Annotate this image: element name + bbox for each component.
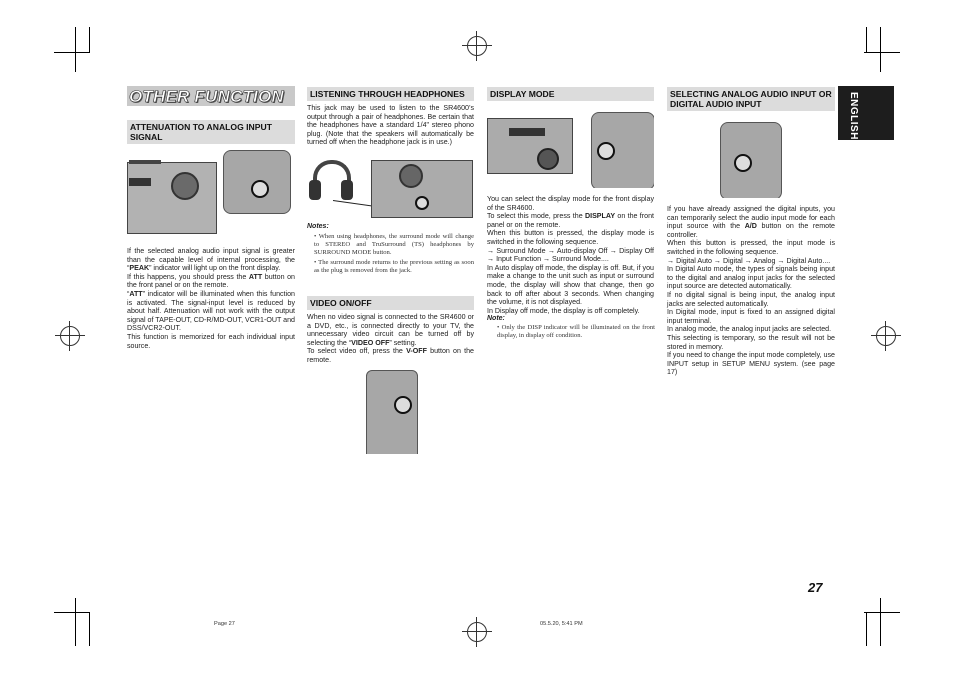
- registration-mark: [60, 326, 80, 346]
- page-number: 27: [808, 580, 823, 595]
- crop-mark: [880, 598, 881, 646]
- attenuation-text: If the selected analog audio input signal is greater than the capable level of internal processing, the “PEAK” indicator will light up on the front display. If this happens, you should press the ATT button on the front panel or on the remote. “ATT” indicator will be illuminated when this function is activated. The signal-input level is reduced by about half. Attenuation will not work with the output signal of TAPE-OUT, CD-R/MD-OUT, VCR1-OUT and DSS/VCR2-OUT. This function is memorized for each individual input source.: [127, 247, 295, 350]
- remote-control: [366, 370, 418, 454]
- volume-knob-icon: [399, 164, 423, 188]
- crop-mark: [864, 52, 900, 53]
- receiver-display: [509, 128, 545, 136]
- headphone-cup: [341, 180, 353, 200]
- crop-mark: [54, 612, 90, 613]
- footer-page-label: Page 27: [214, 621, 235, 627]
- crop-mark: [866, 612, 867, 646]
- remote-logo: [129, 160, 161, 164]
- notes-heading: Notes:: [307, 223, 329, 230]
- display-mode-text: You can select the display mode for the front display of the SR4600. To select this mode, press the DISPLAY on the front panel or on the remote. When this button is pressed, the display mode is switched in the following sequence. → Surround Mode → Auto-display Off → Display Off → Input Function → Surround Mode.... In Auto display off mode, the display is off. But, if you make a change to the unit such as input or surround mode, the display will show that change, then go back to off after about 3 seconds. When changing the volume, it is not displayed. In Display off mode, the display is off completely.: [487, 195, 654, 315]
- crop-mark: [89, 612, 90, 646]
- display-mode-note: • Only the DISP indicator will be illuminated on the front display, in display off condition.: [497, 324, 655, 339]
- section-heading-video: VIDEO ON/OFF: [307, 296, 474, 310]
- section-heading-analog-digital: SELECTING ANALOG AUDIO INPUT OR DIGITAL AUDIO INPUT: [667, 87, 835, 111]
- a-d-button-icon: [734, 154, 752, 172]
- display-mode-illustration: [487, 112, 654, 188]
- receiver-front-panel: [487, 118, 573, 174]
- receiver-front-panel: [127, 162, 217, 234]
- navigation-dial-icon: [537, 148, 559, 170]
- receiver-and-remote-illustration: [127, 150, 295, 240]
- volume-knob-icon: [171, 172, 199, 200]
- page-title: OTHER FUNCTION: [129, 87, 284, 106]
- crop-mark: [89, 27, 90, 52]
- language-tab-label: ENGLISH: [848, 92, 859, 140]
- receiver-display: [129, 178, 151, 186]
- headphone-cup: [309, 180, 321, 200]
- video-off-text: When no video signal is connected to the SR4600 or a DVD, etc., is connected directly to your TV, the unnecessary video circuit can be turned off by selecting the “VIDEO OFF” setting. To select video off, press the V-OFF button on the remote.: [307, 313, 474, 364]
- display-button-icon: [597, 142, 615, 160]
- page-title-bar: [127, 86, 295, 106]
- v-off-button-icon: [394, 396, 412, 414]
- crop-mark: [864, 612, 900, 613]
- headphone-illustration: [307, 154, 474, 222]
- language-tab: [838, 86, 894, 140]
- phones-jack-icon: [415, 196, 429, 210]
- crop-mark: [880, 27, 881, 72]
- crop-mark: [75, 598, 76, 646]
- section-heading-headphones: LISTENING THROUGH HEADPHONES: [307, 87, 474, 101]
- headphones-notes: • When using headphones, the surround mode will change to STEREO and TruSurround (TS) headphones by SURROUND MODE button. • The surround mode returns to the previous setting as soon as the plug is removed from the jack.: [314, 233, 475, 274]
- registration-mark: [467, 36, 487, 56]
- note-heading: Note:: [487, 315, 505, 322]
- section-heading-attenuation: ATTENUATION TO ANALOG INPUT SIGNAL: [127, 120, 295, 144]
- crop-mark: [75, 27, 76, 72]
- remote-a-d-illustration: [718, 122, 782, 198]
- remote-video-off-illustration: [364, 370, 418, 454]
- section-heading-display: DISPLAY MODE: [487, 87, 654, 101]
- footer-timestamp: 05.5.20, 5:41 PM: [540, 621, 583, 627]
- analog-digital-text: If you have already assigned the digital inputs, you can temporarily select the audio input mode for each input source with the A/D button on the remote controller. When this button is pressed, the input mode is switched in the following sequence. → Digital Auto → Digital → Analog → Digital Auto.... In Digital Auto mode, the types of signals being input to the digital and analog input jacks for the selected input source are detected automatically. If no digital signal is being input, the analog input jacks are selected automatically. In Digital mode, input is fixed to an assigned digital input terminal. In analog mode, the analog input jacks are selected. This selecting is temporary, so the result will not be stored in memory. If you need to change the input mode completely, use INPUT setup in SETUP MENU system. (see page 17): [667, 205, 835, 377]
- highlighted-button-icon: [251, 180, 269, 198]
- crop-mark: [866, 27, 867, 52]
- crop-mark: [54, 52, 90, 53]
- registration-mark: [876, 326, 896, 346]
- headphones-text: This jack may be used to listen to the SR4600’s output through a pair of headphones. Be certain that the headphones have a standard 1/4" stereo phono plug. (Note that the speakers will automatically be turned off when the headphone jack is in use.): [307, 104, 474, 147]
- registration-mark: [467, 622, 487, 642]
